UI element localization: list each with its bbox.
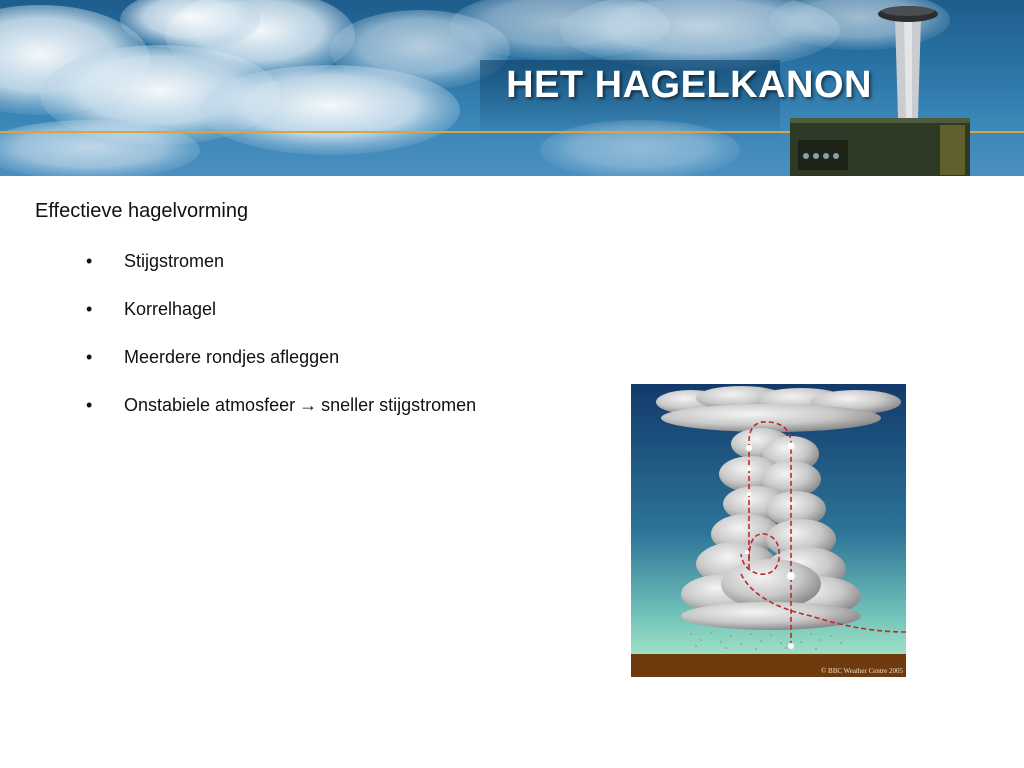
bullet-text: Stijgstromen xyxy=(124,251,225,271)
image-credit: © BBC Weather Centre 2005 xyxy=(820,667,903,675)
arrow-right-icon: → xyxy=(299,395,318,415)
section-heading: Effectieve hagelvorming xyxy=(35,200,249,222)
bullet-icon: • xyxy=(86,395,93,415)
bullet-text xyxy=(124,394,476,416)
cloud-anvil xyxy=(656,386,901,432)
header-banner xyxy=(0,0,1024,176)
bullet-text: Korrelhagel xyxy=(124,299,217,319)
bullet-icon: • xyxy=(86,299,93,319)
bullet-text-part: Onstabiele atmosfeer xyxy=(124,395,296,415)
page-title: HET HAGELKANON xyxy=(506,64,872,106)
bullet-icon: • xyxy=(86,251,93,271)
bullet-icon: • xyxy=(86,347,93,367)
cumulonimbus-cloud-illustration xyxy=(631,384,906,677)
bullet-text-part: sneller stijgstromen xyxy=(321,395,477,415)
bullet-text: Meerdere rondjes afleggen xyxy=(124,347,340,367)
thunderstorm-diagram xyxy=(631,384,906,677)
